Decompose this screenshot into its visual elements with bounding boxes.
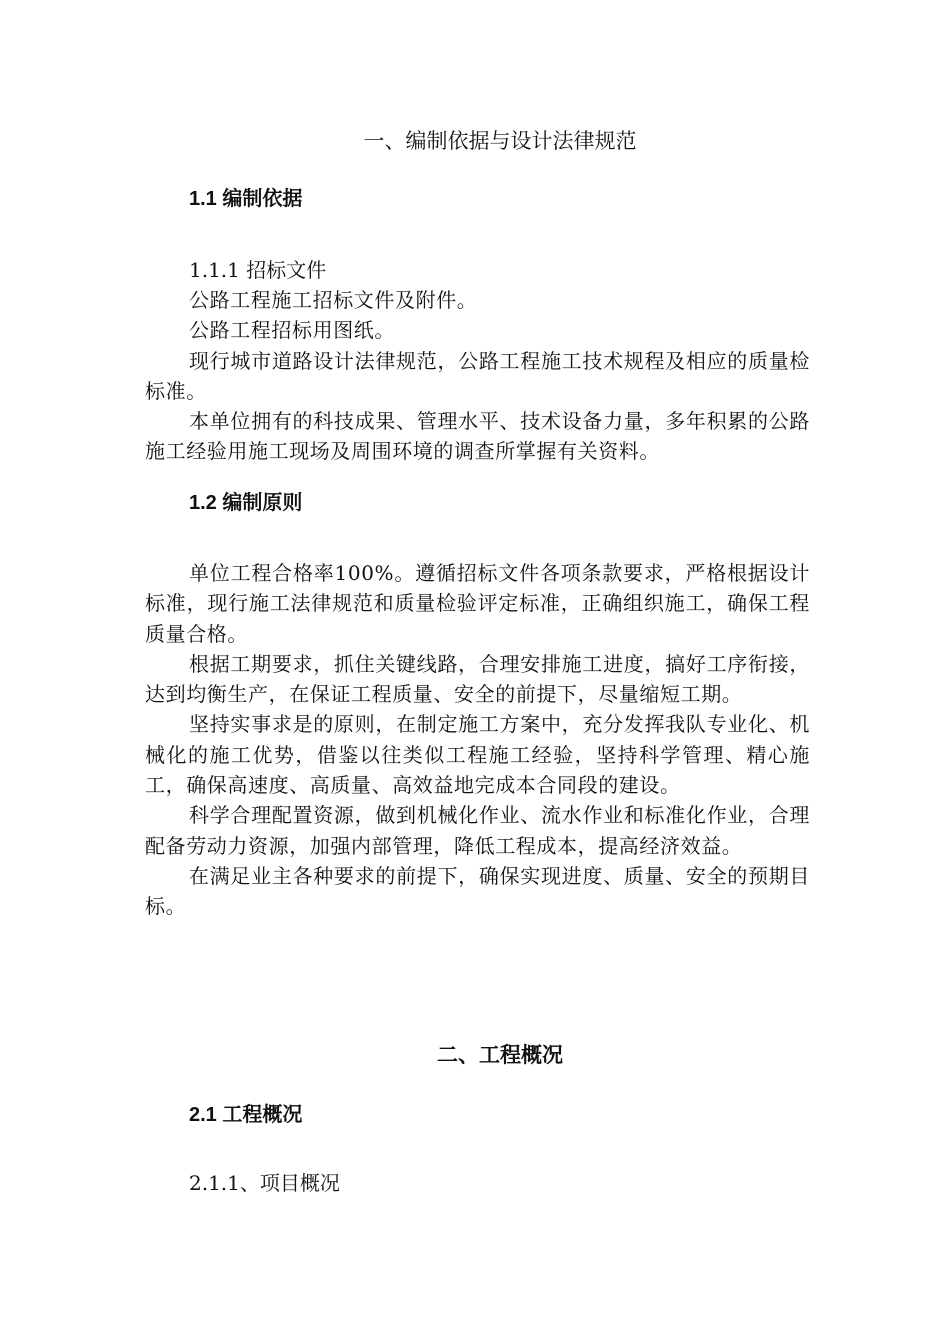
paragraph: 现行城市道路设计法律规范，公路工程施工技术规程及相应的质量检标准。 xyxy=(145,348,810,403)
paragraph: 根据工期要求，抓住关键线路，合理安排施工进度，搞好工序衔接，达到均衡生产，在保证工程质量、安全的前提下，尽量缩短工期。 xyxy=(145,651,810,707)
section-1-1-title: 1.1 编制依据 xyxy=(189,188,303,210)
paragraph: 坚持实事求是的原则，在制定施工方案中，充分发挥我队专业化、机械化的施工优势，借鉴以往类似工程施工经验，坚持科学管理、精心施工，确保高速度、高质量、高效益地完成本合同段的建设。 xyxy=(145,712,810,798)
section-1-2-title: 1.2 编制原则 xyxy=(189,492,303,514)
paragraph: 科学合理配置资源，做到机械化作业、流水作业和标准化作业，合理配备劳动力资源，加强内部管理，降低工程成本，提高经济效益。 xyxy=(145,803,810,858)
paragraph: 在满足业主各种要求的前提下，确保实现进度、质量、安全的预期目标。 xyxy=(145,863,810,919)
chapter-1-heading: 一、编制依据与设计法律规范 xyxy=(363,129,637,153)
section-1-1-body xyxy=(145,285,810,467)
section-2-1-title: 2.1 工程概况 xyxy=(189,1104,303,1126)
paragraph: 公路工程施工招标文件及附件。 xyxy=(189,288,478,312)
subsection-2-1-1-title: 2.1.1、项目概况 xyxy=(189,1171,340,1195)
chapter-2-heading: 二、工程概况 xyxy=(437,1044,563,1067)
section-1-2-body xyxy=(145,558,810,922)
paragraph: 单位工程合格率100%。遵循招标文件各项条款要求，严格根据设计标准，现行施工法律规范和质量检验评定标准，正确组织施工，确保工程质量合格。 xyxy=(145,561,810,646)
paragraph: 本单位拥有的科技成果、管理水平、技术设备力量，多年积累的公路施工经验用施工现场及周围环境的调查所掌握有关资料。 xyxy=(145,409,810,464)
paragraph: 公路工程招标用图纸。 xyxy=(189,318,395,343)
subsection-1-1-1-title: 1.1.1 招标文件 xyxy=(189,258,327,282)
